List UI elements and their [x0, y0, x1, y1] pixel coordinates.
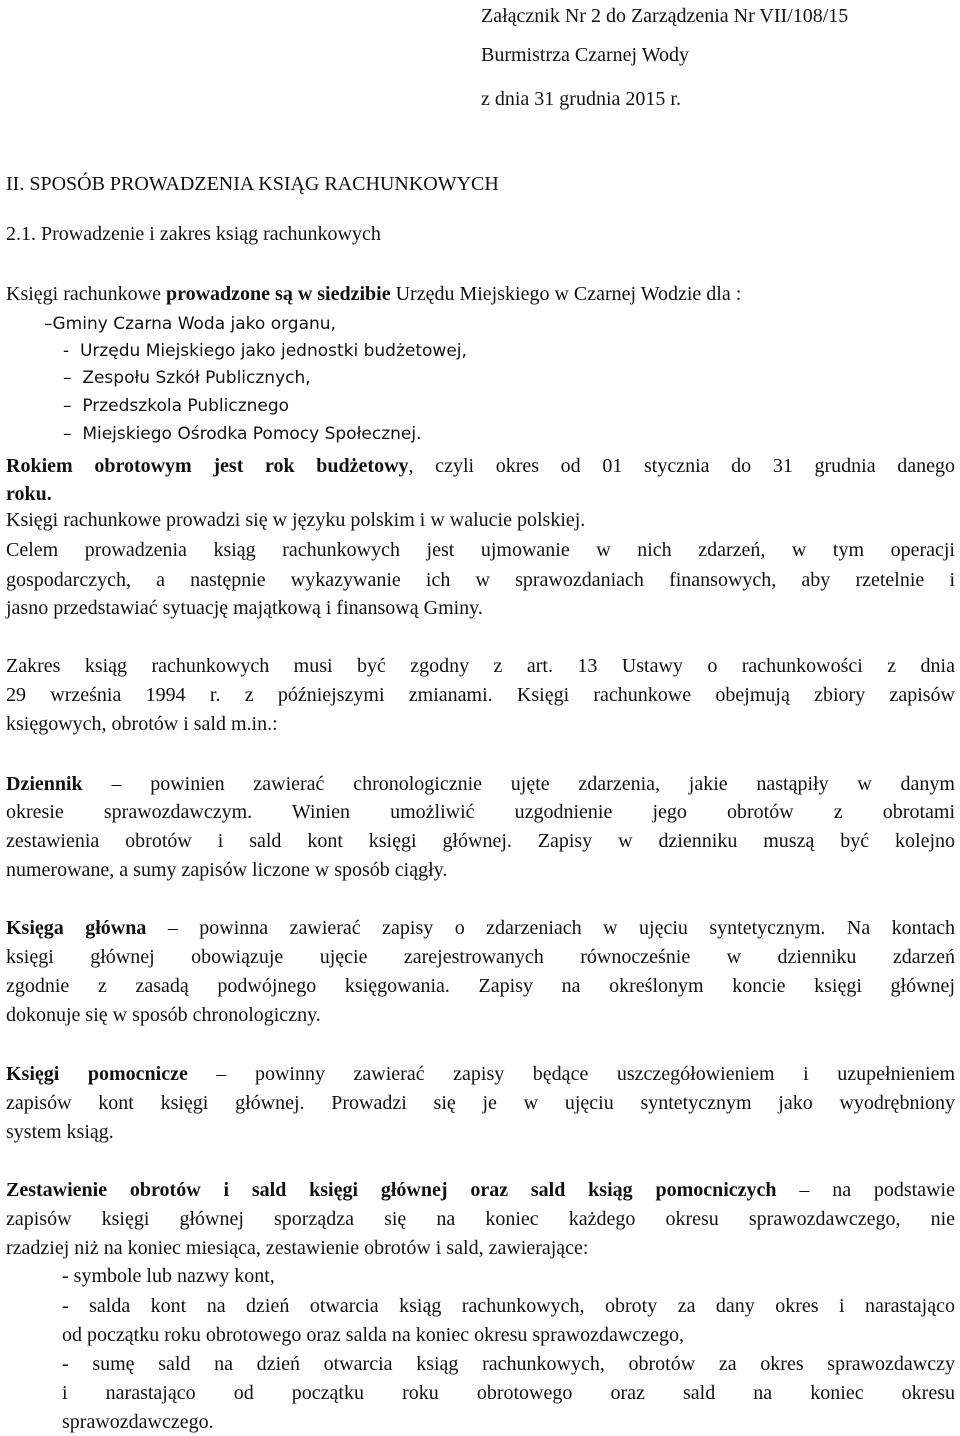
- purpose-line: Celem prowadzenia ksiąg rachunkowych jest ujmowanie w nich zdarzeń, w tym operacji: [6, 539, 955, 561]
- ksiegi-pomocnicze-term: Księgi pomocnicze: [6, 1063, 188, 1085]
- fiscal-year-paragraph: Rokiem obrotowym jest rok budżetowy, czyli okres od 01 stycznia do 31 grudnia danego: [6, 455, 955, 477]
- unit-list-item: - Urzędu Miejskiego jako jednostki budżetowej,: [63, 341, 467, 361]
- zestawienie-line: rzadziej niż na koniec miesiąca, zestawienie obrotów i sald, zawierające:: [6, 1237, 589, 1259]
- zestawienie-list-item-continuation: sprawozdawczego.: [62, 1411, 214, 1433]
- zestawienie-list-item: - sumę sald na dzień otwarcia ksiąg rachunkowych, obrotów za okres sprawozdawczy: [62, 1353, 955, 1375]
- language-paragraph: Księgi rachunkowe prowadzi się w języku polskim i w walucie polskiej.: [6, 509, 586, 531]
- zestawienie-definition: Zestawienie obrotów i sald księgi głównej oraz sald ksiąg pomocniczych – na podstawie: [6, 1179, 955, 1201]
- ksiegi-pomocnicze-line: system ksiąg.: [6, 1121, 114, 1143]
- ksiega-glowna-term: Księga główna: [6, 917, 147, 939]
- dziennik-term: Dziennik: [6, 773, 83, 795]
- unit-list-item: – Miejskiego Ośrodka Pomocy Społecznej.: [63, 424, 422, 444]
- section-subtitle: 2.1. Prowadzenie i zakres ksiąg rachunkowych: [6, 223, 381, 245]
- intro-text-bold: prowadzone są w siedzibie: [165, 283, 391, 305]
- list-marker: -: [63, 341, 70, 361]
- list-marker: –: [63, 396, 72, 416]
- ksiega-glowna-line: zgodnie z zasadą podwójnego księgowania. Zapisy na określonym koncie księgi głównej: [6, 975, 955, 997]
- zestawienie-list-item: - salda kont na dzień otwarcia ksiąg rachunkowych, obroty za dany okres i narastająco: [62, 1295, 955, 1317]
- ksiega-glowna-line: księgi głównej obowiązuje ujęcie zarejestrowanych równocześnie w dzienniku zdarzeń: [6, 946, 955, 968]
- list-marker: –: [63, 424, 72, 444]
- zestawienie-list-item: - symbole lub nazwy kont,: [62, 1265, 275, 1287]
- attachment-issuer-line: Burmistrza Czarnej Wody: [481, 44, 689, 66]
- intro-text-post: Urzędu Miejskiego w Czarnej Wodzie dla :: [390, 283, 742, 305]
- unit-list-item: – Przedszkola Publicznego: [63, 396, 290, 416]
- dziennik-line: okresie sprawozdawczym. Winien umożliwić uzgodnienie jego obrotów z obrotami: [6, 801, 955, 823]
- zestawienie-list-item-continuation: i narastająco od początku roku obrotowego oraz sald na koniec okresu: [62, 1382, 955, 1404]
- zestawienie-list-item-continuation: od początku roku obrotowego oraz salda na koniec okresu sprawozdawczego,: [62, 1324, 684, 1346]
- attachment-header-line: Załącznik Nr 2 do Zarządzenia Nr VII/108/15: [481, 5, 849, 27]
- ksiegi-pomocnicze-definition: Księgi pomocnicze – powinny zawierać zapisy będące uszczegółowieniem i uzupełnieniem: [6, 1063, 955, 1085]
- list-marker: –: [63, 368, 72, 388]
- ksiega-glowna-line: dokonuje się w sposób chronologiczny.: [6, 1004, 321, 1026]
- unit-list-item: – Zespołu Szkół Publicznych,: [63, 368, 311, 388]
- purpose-line: jasno przedstawiać sytuację majątkową i finansową Gminy.: [6, 597, 483, 619]
- scope-line: księgowych, obrotów i sald m.in.:: [6, 713, 278, 735]
- scope-line: Zakres ksiąg rachunkowych musi być zgodny z art. 13 Ustawy o rachunkowości z dnia: [6, 655, 955, 677]
- dziennik-definition: Dziennik – powinien zawierać chronologicznie ujęte zdarzenia, jakie nastąpiły w danym: [6, 773, 955, 795]
- ksiega-glowna-definition: Księga główna – powinna zawierać zapisy o zdarzeniach w ujęciu syntetycznym. Na kontach: [6, 917, 955, 939]
- intro-paragraph: [6, 284, 741, 304]
- list-marker: –: [44, 314, 53, 334]
- section-title: II. SPOSÓB PROWADZENIA KSIĄG RACHUNKOWYCH: [6, 173, 499, 195]
- dziennik-line: numerowane, a sumy zapisów liczone w sposób ciągły.: [6, 859, 448, 881]
- attachment-date-line: z dnia 31 grudnia 2015 r.: [481, 88, 681, 110]
- zestawienie-term: Zestawienie obrotów i sald księgi głównej oraz sald ksiąg pomocniczych: [6, 1179, 777, 1201]
- fiscal-year-paragraph-end: roku.: [6, 483, 52, 505]
- scope-line: 29 września 1994 r. z późniejszymi zmianami. Księgi rachunkowe obejmują zbiory zapisów: [6, 684, 955, 706]
- intro-text-pre: Księgi rachunkowe: [6, 283, 166, 305]
- zestawienie-line: zapisów księgi głównej sporządza się na koniec każdego okresu sprawozdawczego, nie: [6, 1208, 955, 1230]
- ksiegi-pomocnicze-line: zapisów kont księgi głównej. Prowadzi się je w ujęciu syntetycznym jako wyodrębniony: [6, 1092, 955, 1114]
- dziennik-line: zestawienia obrotów i sald kont księgi głównej. Zapisy w dzienniku muszą być kolejno: [6, 830, 955, 852]
- unit-list-item: –Gminy Czarna Woda jako organu,: [44, 314, 336, 334]
- purpose-line: gospodarczych, a następnie wykazywanie ich w sprawozdaniach finansowych, aby rzetelnie i: [6, 569, 955, 591]
